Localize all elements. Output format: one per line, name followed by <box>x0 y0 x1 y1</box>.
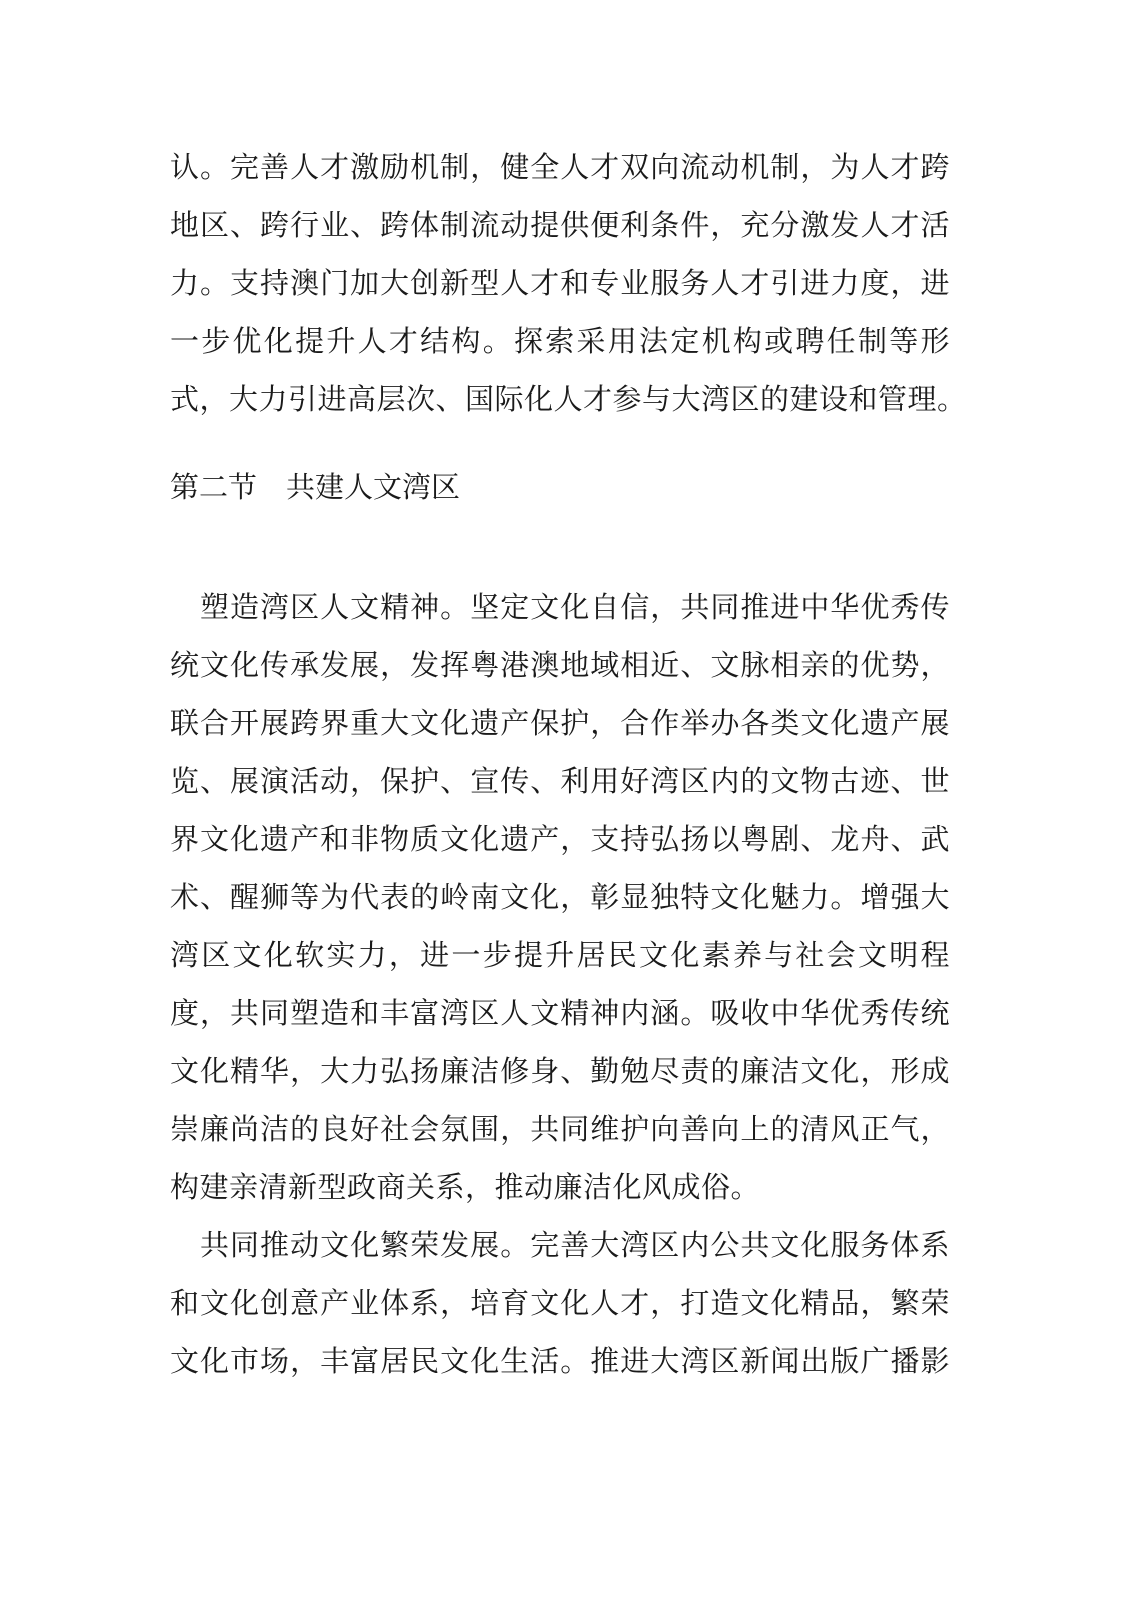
text-line: 地区、跨行业、跨体制流动提供便利条件，充分激发人才活 <box>170 208 950 242</box>
text-line: 界文化遗产和非物质文化遗产，支持弘扬以粤剧、龙舟、武 <box>170 822 950 856</box>
text-line: 塑造湾区人文精神。坚定文化自信，共同推进中华优秀传 <box>170 590 950 624</box>
text-line: 共同推动文化繁荣发展。完善大湾区内公共文化服务体系 <box>170 1228 950 1262</box>
text-line: 术、醒狮等为代表的岭南文化，彰显独特文化魅力。增强大 <box>170 880 950 914</box>
text-line: 文化市场，丰富居民文化生活。推进大湾区新闻出版广播影 <box>170 1344 950 1378</box>
document-page <box>170 138 967 1390</box>
text-line: 统文化传承发展，发挥粤港澳地域相近、文脉相亲的优势， <box>170 648 950 682</box>
paragraph-continued <box>170 138 967 428</box>
text-line: 一步优化提升人才结构。探索采用法定机构或聘任制等形 <box>170 324 950 358</box>
text-line: 式，大力引进高层次、国际化人才参与大湾区的建设和管理。 <box>170 382 967 416</box>
paragraph-culture-prosperity <box>170 1216 950 1390</box>
paragraph-humanities-spirit <box>170 578 950 1216</box>
text-line: 和文化创意产业体系，培育文化人才，打造文化精品，繁荣 <box>170 1286 950 1320</box>
text-line: 崇廉尚洁的良好社会氛围，共同维护向善向上的清风正气， <box>170 1112 950 1146</box>
text-line: 认。完善人才激励机制，健全人才双向流动机制，为人才跨 <box>170 150 950 184</box>
text-line: 力。支持澳门加大创新型人才和专业服务人才引进力度，进 <box>170 266 950 300</box>
text-line: 度，共同塑造和丰富湾区人文精神内涵。吸收中华优秀传统 <box>170 996 950 1030</box>
text-line: 览、展演活动，保护、宣传、利用好湾区内的文物古迹、世 <box>170 764 950 798</box>
text-line: 构建亲清新型政商关系，推动廉洁化风成俗。 <box>170 1170 761 1204</box>
text-line: 联合开展跨界重大文化遗产保护，合作举办各类文化遗产展 <box>170 706 950 740</box>
text-line: 湾区文化软实力，进一步提升居民文化素养与社会文明程 <box>170 938 950 972</box>
text-line: 文化精华，大力弘扬廉洁修身、勤勉尽责的廉洁文化，形成 <box>170 1054 950 1088</box>
section-heading: 第二节 共建人文湾区 <box>170 470 461 504</box>
